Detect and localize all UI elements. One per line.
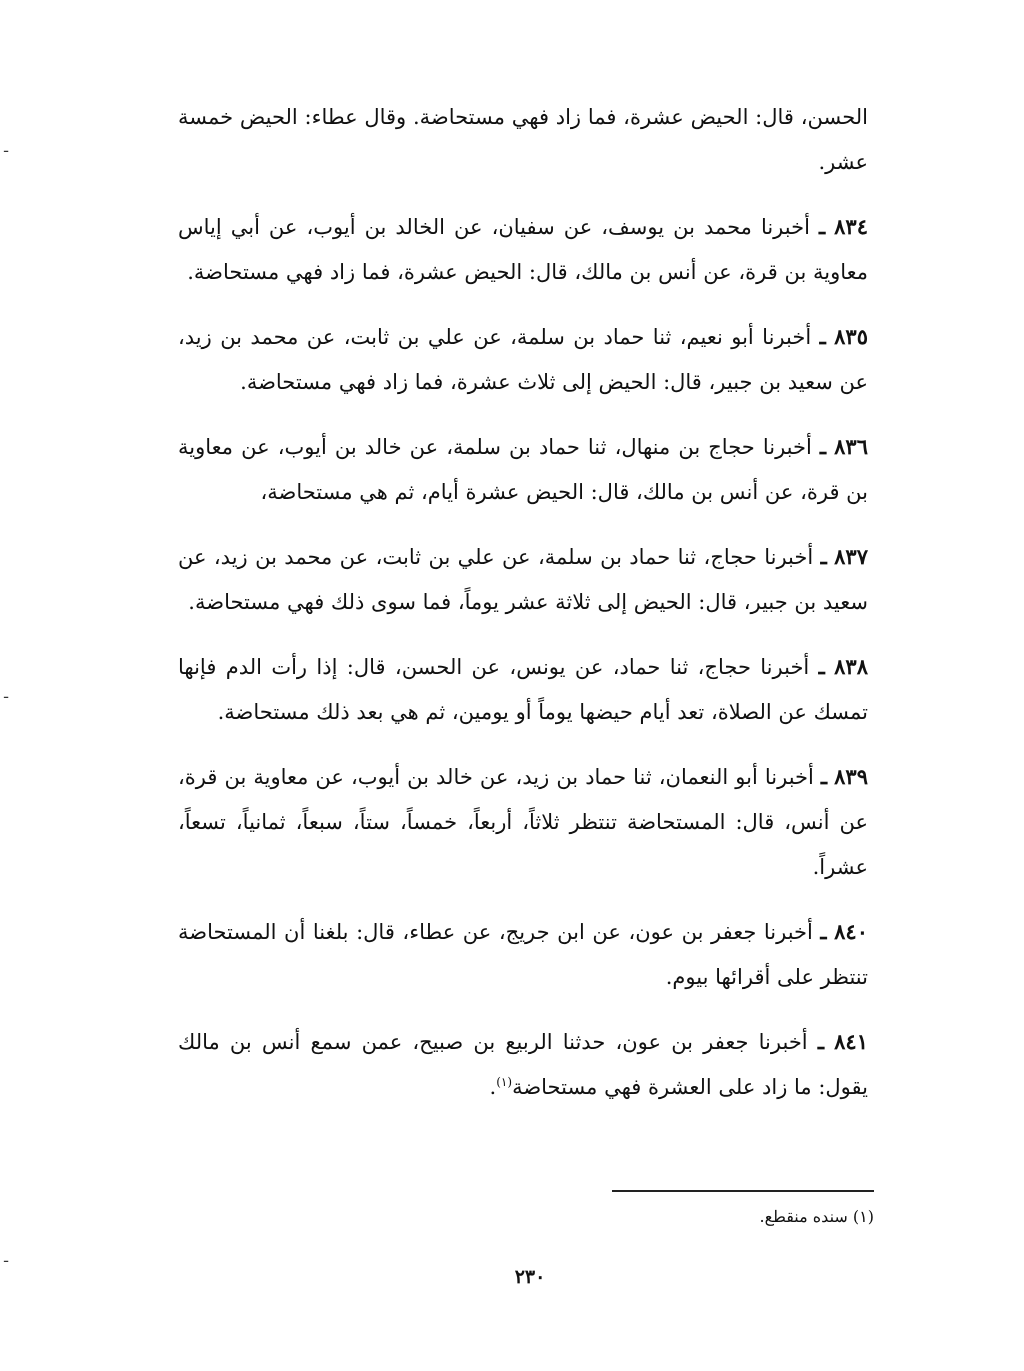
hadith-number: ٨٣٨ [834,654,868,679]
hadith-text: أخبرنا جعفر بن عون، حدثنا الربيع بن صبيح، عمن سمع أنس بن مالك يقول: ما زاد على العشرة فهي مستحاضة [178,1030,868,1099]
hadith-839 [178,754,868,890]
hadith-836 [178,424,868,515]
hadith-835 [178,314,868,405]
hadith-834 [178,204,868,295]
hadith-number: ٨٣٧ [834,544,868,569]
hadith-number: ٨٣٥ [834,324,868,349]
footnote-reference[interactable]: (١) [496,1075,513,1089]
hadith-text: أخبرنا جعفر بن عون، عن ابن جريج، عن عطاء، قال: بلغنا أن المستحاضة تنتظر على أقرائها بيوم. [178,920,868,989]
hadith-text: أخبرنا حجاج، ثنا حماد بن سلمة، عن علي بن ثابت، عن محمد بن زيد، عن سعيد بن جبير، قال: الحيض إلى ثلاثة عشر يوماً، فما سوى ذلك فهي مستحاضة. [178,545,868,614]
margin-mark: ـ [4,1250,9,1266]
dash: ـ [817,1029,824,1054]
dash: ـ [820,544,827,569]
page-number: ٢٣٠ [514,1266,546,1288]
hadith-number: ٨٣٤ [834,214,868,239]
footnote-divider [612,1190,874,1192]
hadith-text: أخبرنا حجاج، ثنا حماد، عن يونس، عن الحسن، قال: إذا رأت الدم فإنها تمسك عن الصلاة، تعد أيام حيضها يوماً أو يومين، ثم هي بعد ذلك مستحاضة. [178,655,868,724]
dash: ـ [819,434,827,459]
dash: ـ [818,214,826,239]
hadith-840 [178,909,868,1000]
footnote-marker: (١) [852,1207,874,1226]
hadith-text: أخبرنا حجاج بن منهال، ثنا حماد بن سلمة، عن خالد بن أيوب، عن معاوية بن قرة، عن أنس بن مالك، قال: الحيض عشرة أيام، ثم هي مستحاضة، [178,435,868,504]
footnote [759,1207,874,1226]
hadith-number: ٨٤٠ [834,919,868,944]
hadith-text: أخبرنا أبو النعمان، ثنا حماد بن زيد، عن خالد بن أيوب، عن معاوية بن قرة، عن أنس، قال: المستحاضة تنتظر ثلاثاً، أربعاً، خمساً، ستاً، سبعاً، ثمانياً، تسعاً، عشراً. [178,765,869,879]
hadith-number: ٨٤١ [834,1029,868,1054]
dash: ـ [819,324,826,349]
margin-mark: ـ [4,686,9,702]
dash: ـ [818,654,825,679]
hadith-837 [178,534,868,625]
dash: ـ [820,919,827,944]
dash: ـ [820,764,828,789]
hadith-text: أخبرنا محمد بن يوسف، عن سفيان، عن الخالد بن أيوب، عن أبي إياس معاوية بن قرة، عن أنس بن مالك، قال: الحيض عشرة، فما زاد فهي مستحاضة. [178,215,868,284]
main-text [178,95,868,1129]
hadith-838 [178,644,868,735]
paragraph-text: الحسن، قال: الحيض عشرة، فما زاد فهي مستحاضة. وقال عطاء: الحيض خمسة عشر. [178,105,868,174]
hadith-number: ٨٣٩ [834,764,868,789]
hadith-text: أخبرنا أبو نعيم، ثنا حماد بن سلمة، عن علي بن ثابت، عن محمد بن زيد، عن سعيد بن جبير، قال: الحيض إلى ثلاث عشرة، فما زاد فهي مستحاضة. [178,325,868,394]
hadith-number: ٨٣٦ [834,434,868,459]
footnote-text: سنده منقطع. [759,1207,848,1226]
hadith-841: ٨٤١ ـ أخبرنا جعفر بن عون، حدثنا الربيع بن صبيح، عمن سمع أنس بن مالك يقول: ما زاد على العشرة فهي مستحاضة$^{(١)}$. [178,1029,868,1099]
paragraph-continuation [178,95,868,185]
margin-mark: ـ [4,140,9,156]
